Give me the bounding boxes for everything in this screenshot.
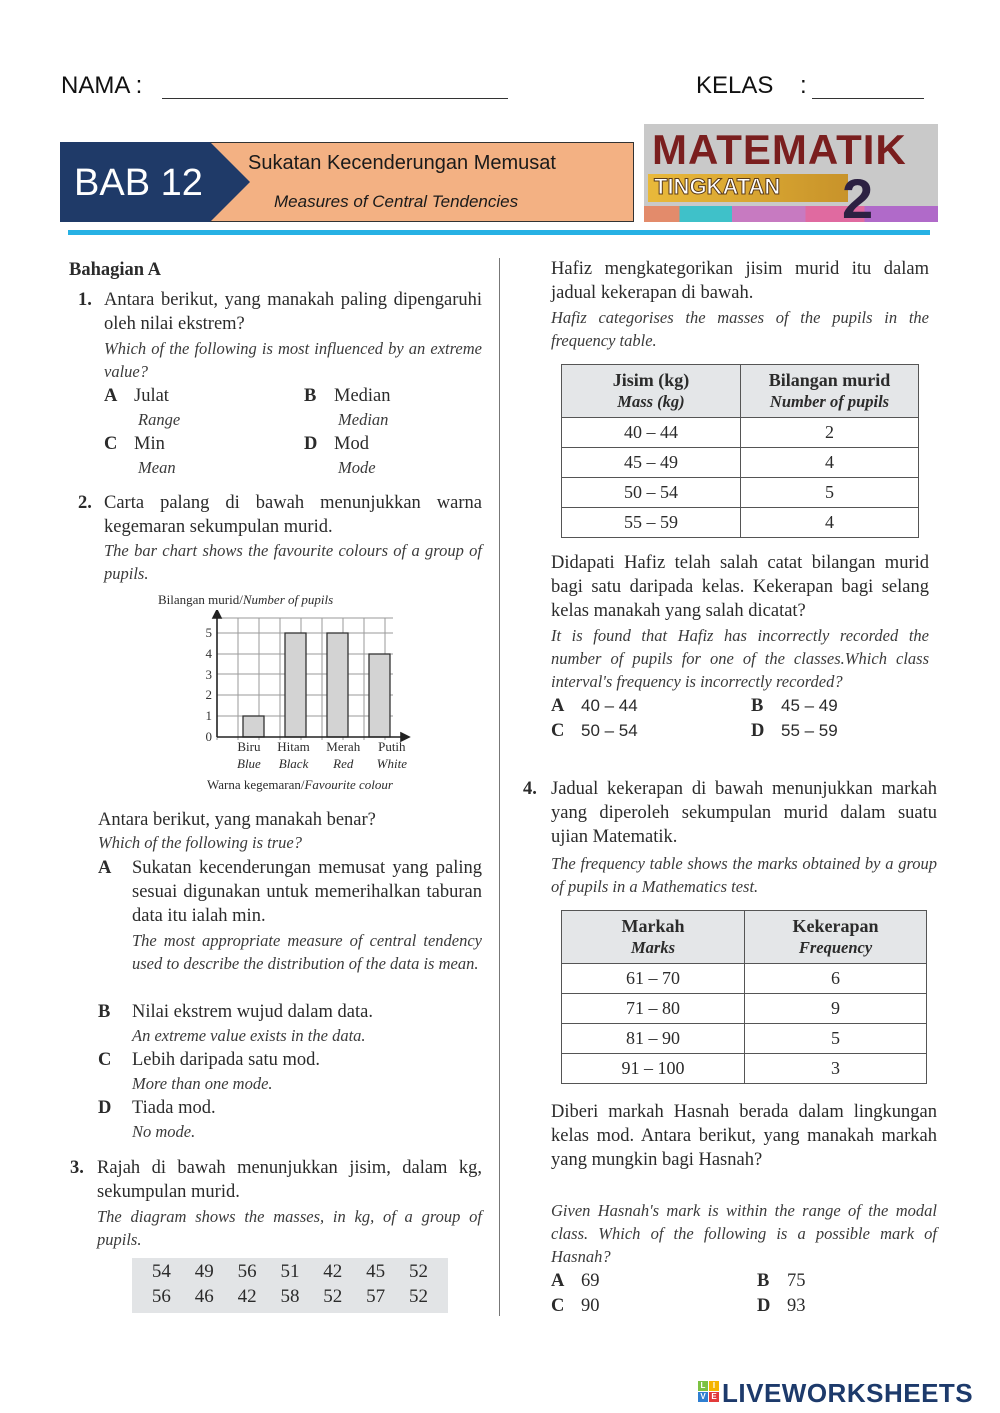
q3-intro-ms: Hafiz mengkategorikan jisim murid itu dalam jadual kekerapan di bawah. — [551, 259, 929, 303]
table-header: Kekerapan Frequency — [745, 911, 927, 964]
class-field[interactable] — [812, 74, 924, 99]
liveworksheets-logo-icon: L I V E — [698, 1381, 720, 1403]
q4-option-a[interactable] — [551, 1269, 600, 1293]
option-text: Median — [334, 386, 391, 406]
table-row: 61 – 70 6 — [562, 964, 927, 994]
option-text-en: No mode. — [132, 1122, 196, 1141]
q2-text-en: The bar chart shows the favourite colours of a group of pupils. — [104, 541, 482, 583]
q3-number: 3. — [70, 1158, 84, 1178]
q3-option-a[interactable] — [551, 694, 638, 718]
q1-option-d[interactable] — [304, 432, 376, 479]
bar-hitam — [285, 633, 306, 737]
q3-option-b[interactable] — [751, 694, 838, 718]
bar-biru — [243, 716, 264, 737]
q1-number: 1. — [78, 290, 92, 310]
section-title: Bahagian A — [69, 260, 162, 280]
mass-data-box — [132, 1258, 448, 1313]
option-letter: B — [304, 386, 317, 406]
q3-option-c[interactable] — [551, 719, 638, 743]
bar-chart — [195, 610, 415, 750]
option-text-en: Mode — [338, 458, 376, 477]
option-letter: A — [98, 858, 112, 878]
option-text: 45 – 49 — [781, 696, 838, 715]
svg-text:5: 5 — [205, 625, 212, 640]
option-text: Sukatan kecenderungan memusat yang paling sesuai digunakan untuk memerihalkan taburan data itu ialah min. — [132, 858, 482, 926]
q4-text-en: The frequency table shows the marks obtained by a group of pupils in a Mathematics test. — [551, 854, 937, 896]
q3-intro-en: Hafiz categorises the masses of the pupils in the frequency table. — [551, 308, 929, 350]
chart-y-label: Bilangan murid/Number of pupils — [158, 592, 334, 607]
option-letter: D — [304, 434, 318, 454]
option-letter: A — [551, 696, 565, 716]
q3-ask-en: It is found that Hafiz has incorrectly recorded the number of pupils for one of the classes.Which class interval's frequency is incorrectly recorded? — [551, 626, 929, 691]
option-text: 50 – 54 — [581, 721, 638, 740]
y-ticks — [206, 625, 213, 744]
option-letter: C — [98, 1050, 112, 1070]
option-text-en: Median — [338, 410, 389, 429]
table-row: 55 – 59 4 — [562, 508, 919, 538]
q3-text-ms: Rajah di bawah menunjukkan jisim, dalam kg, sekumpulan murid. — [97, 1158, 482, 1202]
option-text: 69 — [581, 1271, 600, 1291]
q1-option-a[interactable] — [104, 384, 180, 431]
option-letter: C — [551, 1296, 565, 1316]
chapter-number: BAB 12 — [74, 162, 203, 204]
option-letter: D — [757, 1296, 771, 1316]
option-text: 75 — [787, 1271, 806, 1291]
table-row: 81 – 90 5 — [562, 1024, 927, 1054]
chapter-title-en: Measures of Central Tendencies — [274, 192, 519, 211]
q4-option-d[interactable] — [757, 1294, 806, 1318]
textbook-logo — [644, 124, 938, 222]
q4-option-b[interactable] — [757, 1269, 806, 1293]
option-letter: D — [98, 1098, 112, 1118]
table-row: 40 – 44 2 — [562, 418, 919, 448]
option-letter: A — [551, 1271, 565, 1291]
option-letter: B — [757, 1271, 770, 1291]
logo-level: 2 — [842, 167, 874, 222]
q2-ask-ms: Antara berikut, yang manakah benar? — [98, 810, 376, 830]
option-letter: B — [751, 696, 764, 716]
q3-text-en: The diagram shows the masses, in kg, of a group of pupils. — [97, 1207, 482, 1249]
q1-option-c[interactable] — [104, 432, 176, 479]
option-text-en: Range — [138, 410, 181, 429]
table-row: 91 – 100 3 — [562, 1054, 927, 1084]
mass-row-1: 54 49 56 51 42 45 52 — [151, 1261, 428, 1282]
chart-bars — [243, 633, 390, 737]
bar-merah — [327, 633, 348, 737]
option-text: 90 — [581, 1296, 600, 1316]
table-row: 71 – 80 9 — [562, 994, 927, 1024]
marks-frequency-table — [561, 910, 927, 1084]
svg-text:1: 1 — [205, 708, 212, 723]
q3-ask-ms: Didapati Hafiz telah salah catat bilangan murid bagi satu daripada kelas. Kekerapan bagi selang kelas manakah yang salah dicatat? — [551, 553, 929, 621]
q4-number: 4. — [523, 779, 537, 799]
name-field[interactable] — [162, 74, 508, 99]
header-rule — [68, 230, 930, 235]
option-text: 55 – 59 — [781, 721, 838, 740]
option-text: Mod — [334, 434, 369, 454]
svg-text:4: 4 — [205, 646, 212, 661]
option-letter: D — [751, 721, 765, 741]
q2-text-ms: Carta palang di bawah menunjukkan warna kegemaran sekumpulan murid. — [104, 493, 482, 537]
q3-option-d[interactable] — [751, 719, 838, 743]
table-header: Bilangan murid Number of pupils — [741, 365, 919, 418]
q1-text-ms: Antara berikut, yang manakah paling dipengaruhi oleh nilai ekstrem? — [104, 290, 482, 334]
q2-ask-en: Which of the following is true? — [98, 833, 302, 852]
mass-row-2: 56 46 42 58 52 57 52 — [151, 1286, 428, 1307]
option-letter: B — [98, 1002, 111, 1022]
option-text: 93 — [787, 1296, 806, 1316]
option-text-en: An extreme value exists in the data. — [132, 1026, 366, 1045]
table-row: 45 – 49 4 — [562, 448, 919, 478]
svg-text:3: 3 — [205, 667, 212, 682]
table-header: Markah Marks — [562, 911, 745, 964]
option-text: Julat — [134, 386, 169, 406]
logo-decoration — [644, 206, 938, 222]
liveworksheets-brand[interactable]: LIVEWORKSHEETS — [722, 1378, 974, 1408]
option-text-en: The most appropriate measure of central tendency used to describe the distribution of the data is mean. — [132, 931, 482, 973]
bar-putih — [369, 654, 390, 737]
logo-title: MATEMATIK — [652, 126, 907, 173]
logo-subtitle: TINGKATAN — [654, 174, 781, 199]
chart-x-label: Warna kegemaran/Favourite colour — [207, 777, 393, 792]
q4-ask-ms: Diberi markah Hasnah berada dalam lingkungan kelas mod. Antara berikut, yang manakah markah yang mungkin bagi Hasnah? — [551, 1102, 937, 1170]
table-row: 50 – 54 5 — [562, 478, 919, 508]
option-text: Min — [134, 434, 165, 454]
option-text: Tiada mod. — [132, 1098, 216, 1118]
option-text: 40 – 44 — [581, 696, 638, 715]
chart-x-labels: Biru Blue Hitam Black Merah Red Putih White — [237, 739, 407, 771]
q1-option-b[interactable] — [304, 384, 391, 431]
class-label: KELAS : — [696, 72, 807, 99]
svg-text:2: 2 — [205, 687, 212, 702]
q4-option-c[interactable] — [551, 1294, 600, 1318]
column-divider — [499, 258, 500, 1316]
name-label: NAMA : — [61, 72, 143, 99]
q4-text-ms: Jadual kekerapan di bawah menunjukkan markah yang diperoleh sekumpulan murid dalam suatu ujian Matematik. — [551, 779, 937, 847]
option-letter: C — [104, 434, 118, 454]
chapter-title-ms: Sukatan Kecenderungan Memusat — [248, 152, 556, 174]
option-text-en: More than one mode. — [132, 1074, 273, 1093]
option-letter: A — [104, 386, 118, 406]
option-text: Lebih daripada satu mod. — [132, 1050, 321, 1070]
mass-frequency-table — [561, 364, 919, 538]
option-text-en: Mean — [138, 458, 176, 477]
q2-number: 2. — [78, 493, 92, 513]
option-text: Nilai ekstrem wujud dalam data. — [132, 1002, 373, 1022]
table-header: Jisim (kg) Mass (kg) — [562, 365, 741, 418]
svg-text:0: 0 — [205, 729, 212, 744]
q4-ask-en: Given Hasnah's mark is within the range of the modal class. Which of the following is a possible mark of Hasnah? — [551, 1201, 937, 1266]
option-letter: C — [551, 721, 565, 741]
q1-text-en: Which of the following is most influenced by an extreme value? — [104, 339, 482, 381]
